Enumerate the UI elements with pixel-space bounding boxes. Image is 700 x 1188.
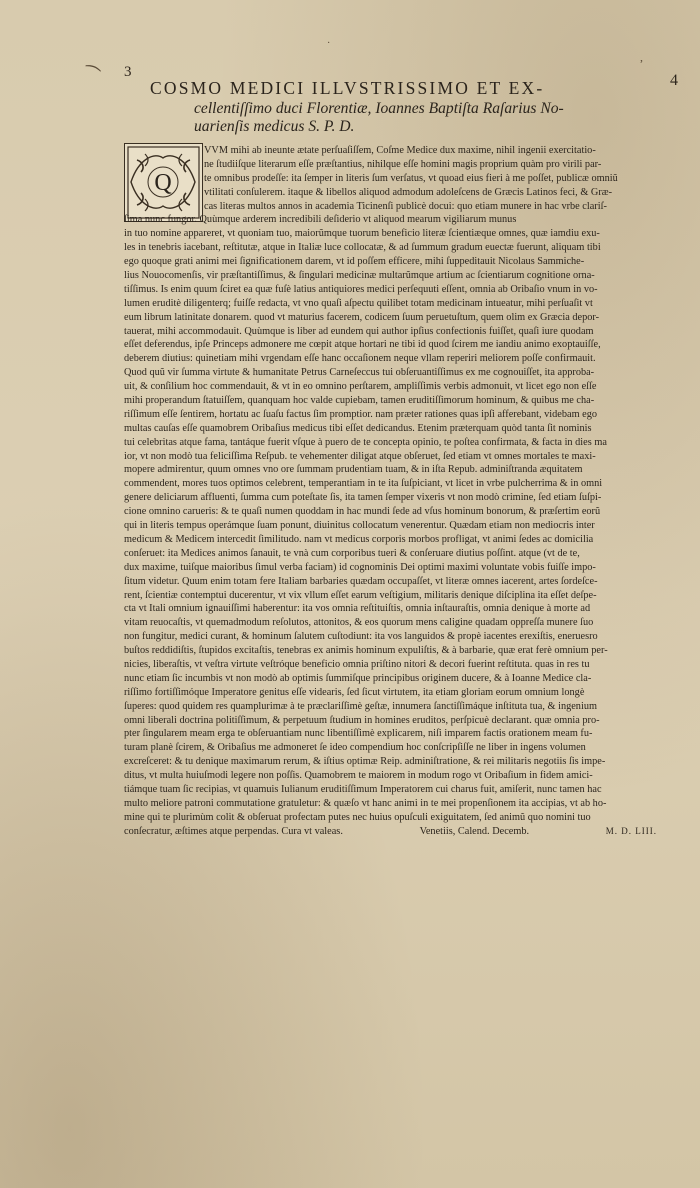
margin-mark: · bbox=[327, 38, 331, 49]
subtitle-line: uarienſis medicus S. P. D. bbox=[194, 117, 355, 135]
text-line: turam planè ſcirem, & Oribaſius me admoneret ſe ideo compendium hoc conſcripſiſſe ne liber in ingens volumen bbox=[124, 742, 586, 754]
text-line: nunc etiam ſic incumbis vt non modò ab optimis ſummiſque principibus originem ducere, & à Ioanne Medice cla- bbox=[124, 672, 592, 684]
text-line: eſſet deferendus, ipſe Princeps admonere me cœpit atque hortari ne tibi id quod ſcirem me iandiu animo exoptauiſſe, bbox=[124, 339, 601, 351]
text-line: conſeruet: ita Medices animos ſanauit, te vnà cum corporibus tueri & conſeruare diutius poſſint. atque (vt de te, bbox=[124, 547, 580, 559]
text-line: ſitum videtur. Quum enim totam fere Italiam barbaries quædam occupaſſet, vt literæ omnes iacerent, artes ſordeſce- bbox=[124, 575, 598, 587]
text-line: ſuperes: quod quidem res quamplurimæ à te præclariſſimè geſtæ, innumera ſanctiſſimáque inſtituta tua, & ingenium bbox=[124, 700, 597, 712]
text-line: tui celebritas atque fama, tantáque fuerit vſque à puero de te concepta opinio, te poſtea confirmata, & facta in dies ma bbox=[124, 436, 607, 448]
text-line: nicies, liberaſtis, vt veſtra virtute veſtróque beneficio omnia priſtino nitori & decori fuerint reſtituta. quas in res tu bbox=[124, 658, 590, 670]
text-line: VVM mihi ab ineunte ætate perſuaſiſſem, Coſme Medice dux maxime, nihil ingenii exercitatio- bbox=[204, 145, 596, 156]
text-line: tiſſimus. Is enim quum ſciret ea quæ fuſè latius antiquiores medici perſequuti eſſent, omnia ab Oribaſio vnum in vo- bbox=[124, 283, 598, 295]
text-line: mine qui te plurimùm colit & obſeruat profectam putes nec huius opuſculi exiguitatem, ſed animũ quo nomini tuo bbox=[124, 811, 591, 823]
text-line: omni liberali doctrina politiſſimum, & perpetuum ſtudium in homines eruditos, perſpicuè declarant. quæ omnia pro- bbox=[124, 714, 600, 726]
text-line: Quod quũ vir ſumma virtute & humanitate Petrus Carneſeccus tui obſeruantiſſimus ex me cognouiſſet, ita approba- bbox=[124, 367, 595, 379]
year: M. D. LIII. bbox=[605, 825, 657, 836]
dedication-subtitle bbox=[194, 100, 654, 135]
text-line: tauerat, mihi accommodauit. Quùmque is liber ad eundem qui author ipſius confectionis fuiſſet, quaſi iure quodam bbox=[124, 325, 594, 337]
text-line: rent, ſcientiæ contemptui ducerentur, vt vix vllum eſſet earum veſtigium, militaris denique diſciplina ita eſſet deſpe- bbox=[124, 589, 597, 601]
text-line: ego quoque grati animi mei ſignificationem darem, vt id poſſem efficere, mihi ſuppeditauit Nicolaus Sammiche- bbox=[124, 256, 585, 268]
margin-mark: ⁀ bbox=[80, 64, 101, 88]
text-line: tiámque tuam ſic recipias, vt quamuis Iulianum eruditiſſimum Imperatorem cui charus fuit, amiſerit, nunc tamen hac bbox=[124, 783, 602, 795]
text-line: mopere admirentur, quum omnes vno ore ſummam prudentiam tuam, & in iſta Repub. adminiſtranda æquitatem bbox=[124, 464, 583, 476]
text-line: genere deliciarum affluenti, ſumma cum poteſtate ſis, ita tamen ſemper vixeris vt non modò crimine, ſed etiam ſuſpi- bbox=[124, 492, 602, 504]
text-line: pter ſingularem meam erga te obſeruantiam nunc libentiſſimè explicarem, niſi imparem factis orationem meam fu- bbox=[124, 728, 593, 740]
closing-text: conſecratur, æſtimes atque perpendas. Cura vt valeas. bbox=[124, 825, 343, 837]
text-line: deberem diutius: quinetiam mihi vrgendam eſſe hanc occaſionem neque vllam reperiri meliorem poſſe confirmauit. bbox=[124, 353, 596, 365]
text-line: multo meliore patroni commutatione gratuletur: & quæſo vt hanc animi in te mei propenſionem ita accipias, vt ab ho- bbox=[124, 797, 607, 809]
text-line: cione omnino carueris: & te quaſi numen quoddam in hac mundi ſede ad vſus hominum bonorum, & præſertim eorũ bbox=[124, 506, 601, 518]
text-line: medicum & Medicem intercedit ſimilitudo. nam vt medicus corporis morbos profligat, vt animi ſedes ac domicilia bbox=[124, 533, 594, 545]
text-line: dux maxime, tuiſque maioribus ſimul verba faciam) id cognominis Dei optimi maximi voluntate vobis fuiſſe impo- bbox=[124, 561, 596, 573]
text-line: ior, vt non modò tua feliciſſima Reſpub. te vehementer diligat atque obſeruet, ſed etiam vt omnes mortales te maxi- bbox=[124, 450, 596, 462]
text-line: cta vt Itali omnium ignauiſſimi haberentur: ita vos omnia reſtituiſtis, omnia inſtauraſtis, omnia denique à morte ad bbox=[124, 603, 591, 615]
dedication-body bbox=[124, 144, 677, 839]
margin-mark: , bbox=[640, 50, 643, 64]
text-line: cas literas multos annos in academia Ticinenſi publicè docui: quo etiam munere in hac vrbe clariſ- bbox=[204, 200, 607, 212]
text-line: les in tenebris iacebant, reſtitutæ, atque in Italiæ luce collocatæ, & ad ſummum gradum euectæ fuerunt, aliquam tibi bbox=[124, 242, 601, 254]
dropcap-letter: Q bbox=[154, 170, 172, 196]
text-line: riſſimo fortiſſimóque Imperatore genitus eſſe videaris, ſed ſicut virtutem, ita etiam gloriam eorum omnium longè bbox=[124, 686, 585, 698]
text-line: te omnibus prodeſſe: ita ſemper in literis ſum verſatus, vt quoad eius fieri à me poſſet, publicæ omniũ bbox=[204, 172, 618, 184]
text-line: vitam reuocaſtis, vt quemadmodum reſolutos, attonitos, & eos quorum mens caligine quadam oppreſſa munere ſuo bbox=[124, 617, 594, 629]
place-date: Venetiis, Calend. Decemb. bbox=[419, 825, 530, 837]
closing-line bbox=[124, 825, 677, 839]
text-line: multas cauſas eſſe quamobrem Oribaſius medicus tibi eſſet dedicandus. Etenim præterquam quòd tanta ſit nominis bbox=[124, 422, 592, 434]
text-line: commendent, mores tuos optimos celebrent, temperantiam in te ita ſuſpiciant, vt licet in vrbe pulcherrima & in omni bbox=[124, 478, 603, 490]
text-line: non fungitur, medici curant, & hominum ſalutem cuſtodiunt: ita vos languidos & propè iacentes erexiſtis, eneruesro bbox=[124, 631, 598, 643]
text-line: excreſceret: & tu denique maximarum rerum, & iſtius optimæ Reip. adminiſtratione, & rei militaris negotiis ſis impe- bbox=[124, 756, 606, 768]
page-number-left: 3 bbox=[124, 64, 132, 80]
dedication-title: COSMO MEDICI ILLVSTRISSIMO ET EX- bbox=[150, 78, 545, 98]
subtitle-line: cellentiſſimo duci Florentiæ, Ioannes Baptiſta Raſarius No- bbox=[194, 100, 564, 117]
text-line: ne ſtudiiſque literarum eſſe præſtantius, nihilque eſſe homini magis proprium quàm pro virili par- bbox=[204, 158, 602, 170]
text-line: lius Nouocomenſis, vir præſtantiſſimus, & ſingulari medicinæ multarũmque artium ac ſcientiarum cognitione orna- bbox=[124, 270, 595, 282]
text-line: mihi properandum ſtatuiſſem, quanquam hoc valde cupiebam, tamen eruditiſſimorum hominum, & quibus me cha- bbox=[124, 395, 595, 407]
text-line: ditus, vt multa huiuſmodi legere non poſſis. Quamobrem te maiorem in modum rogo vt Oribaſium in fidem amici- bbox=[124, 770, 593, 782]
text-line: riſſimum eſſe ſentirem, hortatu ac ſuaſu factus ſim promptior. nam præter rationes quas ipſi afferebant, videbam ego bbox=[124, 408, 598, 420]
text-line: vtilitati conſulerem. itaque & libellos aliquod admodum adoleſcens de Græcis Latinos feci, & Græ- bbox=[204, 186, 613, 198]
text-line: in tuo nomine appareret, vt quoniam tuo, maiorũmque tuorum beneficio literæ ſcientiæque omnes, quæ iamdiu exu- bbox=[124, 228, 600, 240]
text-line: buſtos reddidiſtis, ſtupidos excitaſtis, tenebras ex animis hominum expuliſtis, & à barbarie, quæ erat ferè omnium per- bbox=[124, 645, 608, 657]
text-line: ſima nunc fungor. Quùmque arderem incredibili deſiderio vt aliquod mearum vigiliarum munus bbox=[124, 214, 517, 226]
text-line: uit, & conſilium hoc commendauit, & vt in eo omnino perſtarem, ampliſſimis verbis admonuit, vt licet ego non eſſe bbox=[124, 381, 597, 393]
text-line: lumen eruditè diligenterq; fuiſſe redacta, vt vno quaſi aſpectu quilibet totam medicinam intueatur, mihi perſuaſit vt bbox=[124, 297, 593, 309]
text-line: qui in literis tempus operámque ſuam ponunt, diuinitus collocatum venerentur. Quædam etiam non mediocris inter bbox=[124, 520, 595, 532]
page-number-right: 4 bbox=[670, 72, 678, 89]
text-line: eum librum latinitate donarem. quod vt maturius facerem, codicem ſuum peruetuſtum, quem olim ex Græcia depor- bbox=[124, 311, 600, 323]
